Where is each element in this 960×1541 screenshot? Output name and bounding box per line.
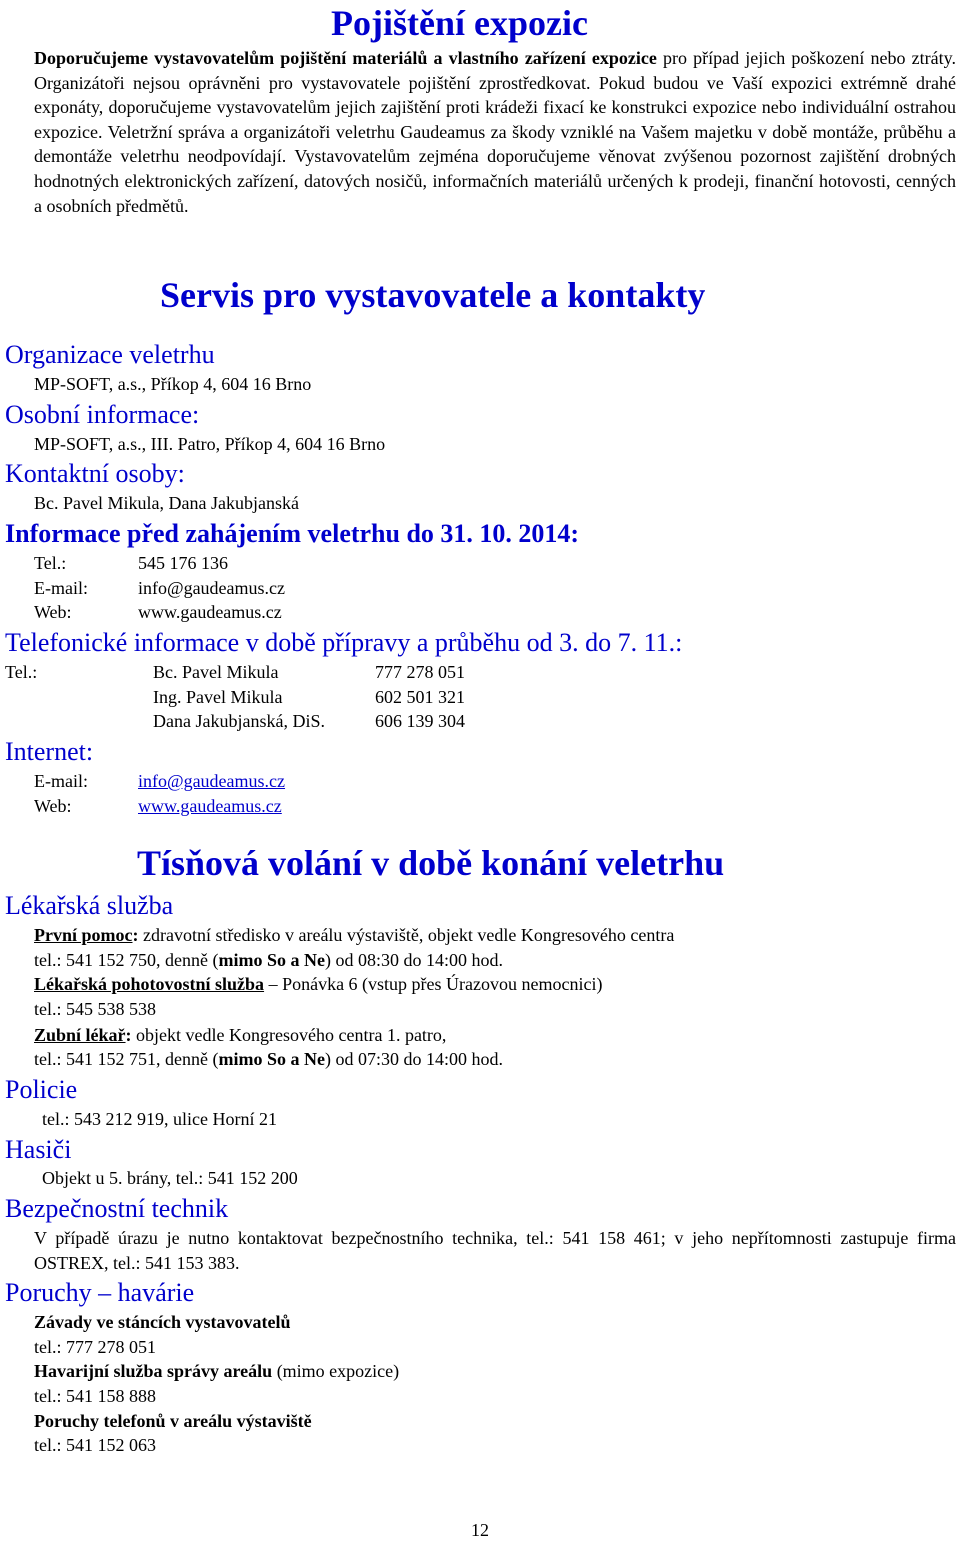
- phone-contact-name-1: Bc. Pavel Mikula: [153, 662, 279, 682]
- service-title: Servis pro vystavovatele a kontakty: [160, 275, 706, 315]
- internet-email-label: E-mail:: [34, 771, 88, 791]
- faults-heading: Poruchy – havárie: [5, 1278, 195, 1307]
- first-aid-text: zdravotní středisko v areálu výstaviště, objekt vedle Kongresového centra: [138, 925, 675, 945]
- phone-contact-name-3: Dana Jakubjanská, DiS.: [153, 711, 325, 731]
- firefighters-heading: Hasiči: [5, 1135, 72, 1164]
- phone-info-label: Tel.:: [5, 662, 38, 682]
- contact-persons-text: Bc. Pavel Mikula, Dana Jakubjanská: [34, 493, 299, 513]
- phone-contact-number-2: 602 501 321: [375, 687, 465, 707]
- dentist-phone-c: ) od 07:30 do 14:00 hod.: [324, 1049, 503, 1069]
- pre-fair-tel-label: Tel.:: [34, 553, 67, 573]
- internet-email-link[interactable]: info@gaudeamus.cz: [138, 771, 286, 791]
- phone-contact-name-2: Ing. Pavel Mikula: [153, 687, 283, 707]
- internet-web-link[interactable]: www.gaudeamus.cz: [138, 796, 282, 816]
- first-aid-colon: :: [132, 925, 139, 945]
- fault-area-phone: tel.: 541 158 888: [34, 1386, 156, 1406]
- fault-area-label: Havarijní služba správy areálu: [34, 1361, 273, 1381]
- fault-phones-label: Poruchy telefonů v areálu výstaviště: [34, 1411, 312, 1431]
- insurance-title: Pojištění expozic: [331, 3, 588, 43]
- dentist-phone: [34, 1048, 503, 1070]
- dentist-phone-b: mimo So a Ne: [218, 1049, 325, 1069]
- phone-contact-number-3: 606 139 304: [375, 711, 465, 731]
- pre-fair-web-label: Web:: [34, 602, 72, 622]
- dentist-label: Zubní lékař: [34, 1025, 126, 1045]
- dentist-phone-a: tel.: 541 152 751, denně (: [34, 1049, 219, 1069]
- internet-web-label: Web:: [34, 796, 72, 816]
- phone-info-heading: Telefonické informace v době přípravy a průběhu od 3. do 7. 11.:: [5, 628, 683, 657]
- on-call-text: – Ponávka 6 (vstup přes Úrazovou nemocnici): [264, 974, 603, 994]
- insurance-paragraph-text: pro případ jejich poškození nebo ztráty. Organizátoři nejsou oprávněni pro vystavovatele pojištění zprostředkovat. Pokud budou ve Vaší expozici extrémně drahé exponáty, doporučujeme vystavovatelům jejich zajištění proti krádeži fixací ke konstrukci expozice nebo individuální ostrahou expozice. Veletržní správa a organizátoři veletrhu Gaudeamus za škody vzniklé na Vašem majetku v době montáže, průběhu a demontáže veletrhu neodpovídají. Vystavovatelům zejména doporučujeme věnovat zvýšenou pozornost zajištění drobných hodnotných elektronických zařízení, datových nosičů, informačních materiálů určených k prodeji, finanční hotovosti, cenných a osobních předmětů.: [34, 48, 956, 216]
- dentist-line: [34, 1024, 446, 1046]
- fault-phones-phone: tel.: 541 152 063: [34, 1435, 156, 1455]
- phone-contact-number-1: 777 278 051: [375, 662, 465, 682]
- dentist-text: objekt vedle Kongresového centra 1. patro,: [131, 1025, 447, 1045]
- on-call-phone: tel.: 545 538 538: [34, 999, 156, 1019]
- internet-heading: Internet:: [5, 737, 94, 766]
- page-number: 12: [471, 1520, 489, 1540]
- pre-fair-email-label: E-mail:: [34, 578, 88, 598]
- organization-text: MP-SOFT, a.s., Příkop 4, 604 16 Brno: [34, 374, 312, 394]
- fault-area-rest: (mimo expozice): [272, 1361, 400, 1381]
- pre-fair-email-value: info@gaudeamus.cz: [138, 578, 286, 598]
- organization-heading: Organizace veletrhu: [5, 340, 215, 369]
- safety-technician-heading: Bezpečnostní technik: [5, 1194, 229, 1223]
- personal-info-heading: Osobní informace:: [5, 400, 200, 429]
- on-call-label: Lékařská pohotovostní služba: [34, 974, 265, 994]
- first-aid-label: První pomoc: [34, 925, 133, 945]
- first-aid-phone-c: ) od 08:30 do 14:00 hod.: [324, 950, 503, 970]
- first-aid-phone: [34, 949, 503, 971]
- emergency-title: Tísňová volání v době konání veletrhu: [137, 843, 725, 883]
- dentist-colon: :: [125, 1025, 132, 1045]
- first-aid-line: [34, 924, 674, 946]
- firefighters-text: Objekt u 5. brány, tel.: 541 152 200: [42, 1168, 298, 1188]
- police-heading: Policie: [5, 1075, 78, 1104]
- insurance-paragraph-bold: Doporučujeme vystavovatelům pojištění materiálů a vlastního zařízení expozice: [34, 48, 657, 68]
- on-call-line: [34, 973, 602, 995]
- pre-fair-tel-value: 545 176 136: [138, 553, 228, 573]
- insurance-paragraph: [34, 46, 956, 218]
- fault-stands-phone: tel.: 777 278 051: [34, 1337, 156, 1357]
- contact-persons-heading: Kontaktní osoby:: [5, 459, 185, 488]
- fault-area-line: [34, 1360, 399, 1382]
- pre-fair-web-value: www.gaudeamus.cz: [138, 602, 282, 622]
- safety-technician-text: V případě úrazu je nutno kontaktovat bezpečnostního technika, tel.: 541 158 461; v jeho nepřítomnosti zastupuje firma OSTREX, tel.: 541 153 383.: [34, 1228, 956, 1273]
- first-aid-phone-b: mimo So a Ne: [218, 950, 325, 970]
- first-aid-phone-a: tel.: 541 152 750, denně (: [34, 950, 219, 970]
- police-text: tel.: 543 212 919, ulice Horní 21: [42, 1109, 277, 1129]
- pre-fair-info-heading: Informace před zahájením veletrhu do 31. 10. 2014:: [5, 519, 580, 548]
- medical-service-heading: Lékařská služba: [5, 891, 174, 920]
- personal-info-text: MP-SOFT, a.s., III. Patro, Příkop 4, 604 16 Brno: [34, 434, 386, 454]
- fault-stands-label: Závady ve stáncích vystavovatelů: [34, 1312, 291, 1332]
